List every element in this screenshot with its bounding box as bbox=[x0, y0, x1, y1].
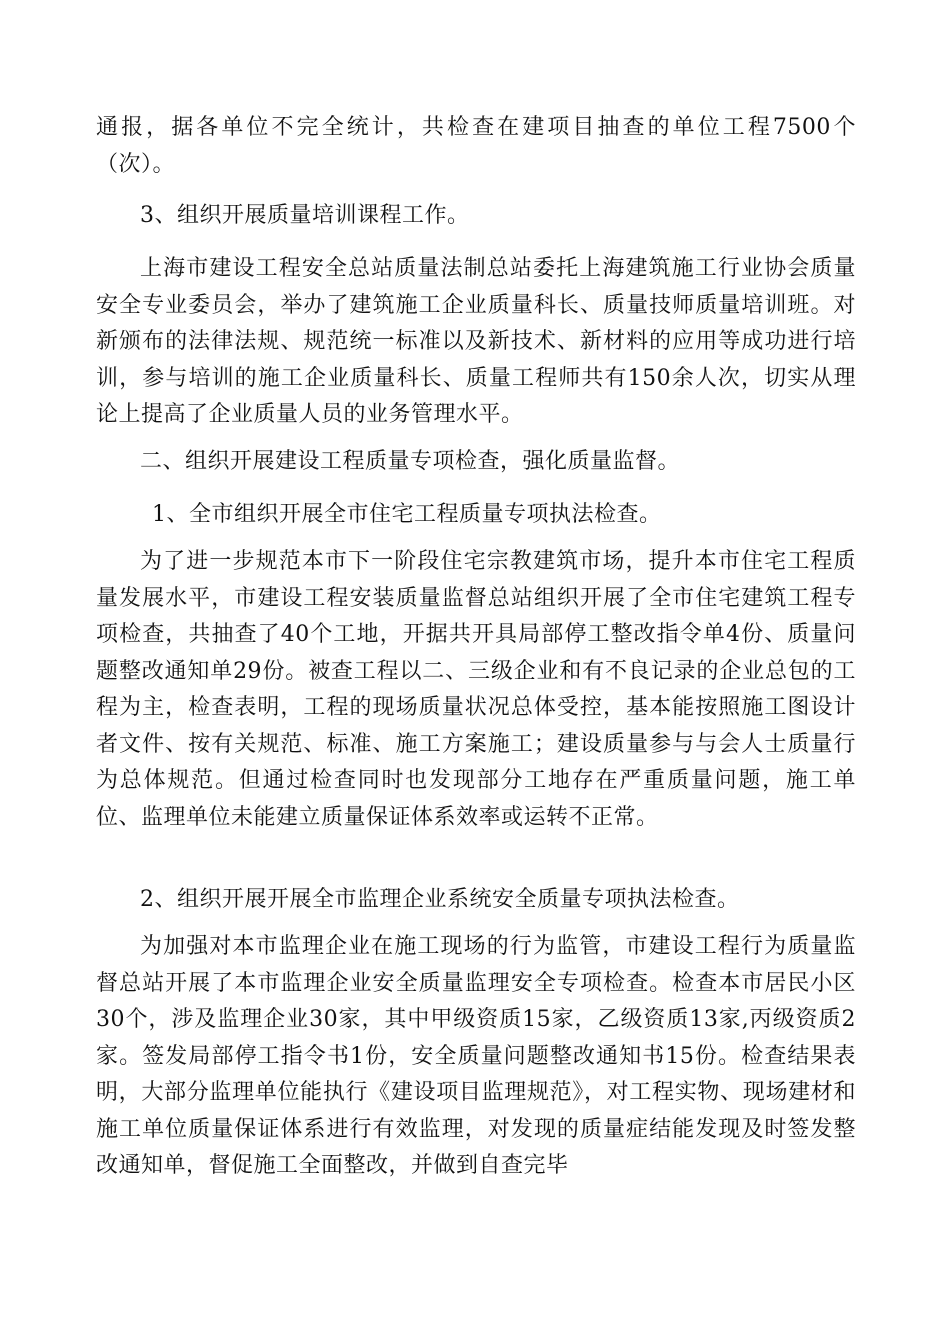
subheading-supervision-inspection: 2、组织开展开展全市监理企业系统安全质量专项执法检查。 bbox=[140, 887, 740, 912]
paragraph-residential-inspection: 为了进一步规范本市下一阶段住宅宗教建筑市场，提升本市住宅工程质量发展水平，市建设工程安装质量监督总站组织开展了全市住宅建筑工程专项检查，共抽查了40个工地，开据共开具局部停工整改指令单4份、质量问题整改通知单29份。被查工程以二、三级企业和有不良记录的企业总包的工程为主，检查表明，工程的现场质量状况总体受控，基本能按照施工图设计者文件、按有关规范、标准、施工方案施工；建设质量参与与会人士质量行为总体规范。但通过检查同时也发现部分工地存在严重质量问题，施工单位、监理单位未能建立质量保证体系效率或运转不正常。 bbox=[96, 549, 856, 830]
paragraph-continuation: 通报，据各单位不完全统计，共检查在建项目抽查的单位工程7500个（次）。 bbox=[96, 115, 856, 177]
subheading-training: 3、组织开展质量培训课程工作。 bbox=[140, 203, 470, 228]
section-heading-inspection: 二、组织开展建设工程质量专项检查，强化质量监督。 bbox=[140, 449, 681, 474]
paragraph-training: 上海市建设工程安全总站质量法制总站委托上海建筑施工行业协会质量安全专业委员会，举办了建筑施工企业质量科长、质量技师质量培训班。对新颁布的法律法规、规范统一标准以及新技术、新材料的应用等成功进行培训，参与培训的施工企业质量科长、质量工程师共有150余人次，切实从理论上提高了企业质量人员的业务管理水平。 bbox=[96, 256, 856, 427]
paragraph-supervision-inspection: 为加强对本市监理企业在施工现场的行为监管，市建设工程行为质量监督总站开展了本市监理企业安全质量监理安全专项检查。检查本市居民小区30个，涉及监理企业30家，其中甲级资质15家，乙级资质13家,丙级资质2家。签发局部停工指令书1份，安全质量问题整改通知书15份。检查结果表明，大部分监理单位能执行《建设项目监理规范》，对工程实物、现场建材和施工单位质量保证体系进行有效监理，对发现的质量症结能发现及时签发整改通知单，督促施工全面整改，并做到自查完毕 bbox=[96, 934, 856, 1178]
subheading-residential-inspection: 1、全市组织开展全市住宅工程质量专项执法检查。 bbox=[152, 502, 662, 527]
